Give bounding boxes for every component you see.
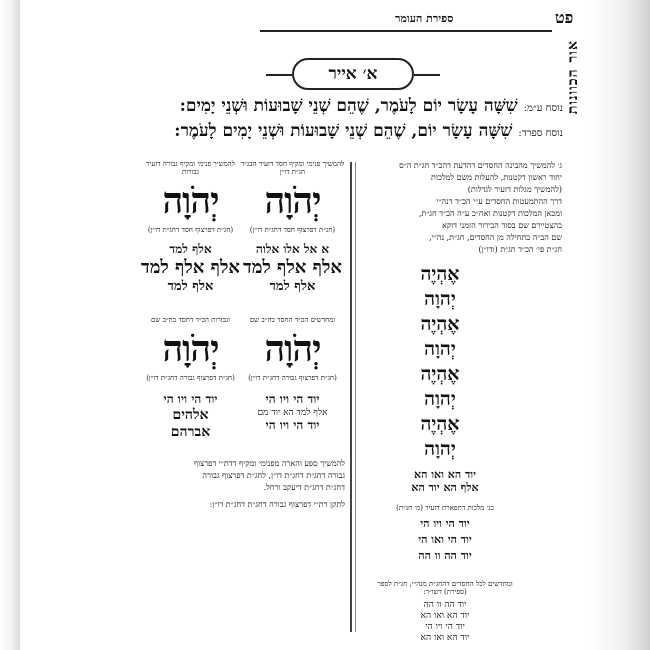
milui-line: אלף למד bbox=[269, 279, 316, 294]
column-note: וגבורות הכ״ד דחסד כח״ב שם bbox=[151, 316, 230, 324]
bottom-note: ומחדשים לכל החסדים דהחג״ת מנה״י, חג״ת לספר (ספירת) דשו״ר: bbox=[377, 580, 513, 596]
column-divider-inner bbox=[355, 162, 356, 632]
right-note: שם הב״ה בתחילה מן החסדים, חג״ת, נה״י, bbox=[429, 233, 562, 242]
right-note: ומכאן המלכות דקטנות ואח״כ ע״ה הכ״ד חג״ת, bbox=[418, 209, 562, 218]
divine-name-large: יְהֹוָה bbox=[264, 328, 321, 370]
count-label-1: נוסח ע״מ: bbox=[523, 103, 563, 114]
divine-name-large: יְהֹוָה bbox=[162, 180, 219, 222]
instruction-box bbox=[140, 458, 345, 500]
divine-name: יְהוָה bbox=[424, 338, 456, 360]
count-line-1 bbox=[138, 96, 563, 116]
milui-line: א אל אלו אלוה bbox=[255, 242, 330, 256]
divine-name: אֶהְיֶה bbox=[420, 263, 460, 285]
box-line: להמשיך ספע והארה מפנימי ומקיף דדת״י דפרצוף bbox=[193, 459, 345, 468]
column-note: (חג״ת דפרצוף חסד דחג״ת דו״ן) bbox=[249, 226, 336, 234]
milui-line: יוד הה וו הה bbox=[418, 549, 472, 562]
column-note: (חג״ת דפרצוף גבורה דחג״ת דו״ן) bbox=[248, 374, 337, 382]
column-note: (חג״ת דפרצוף גבורה דחג״ת דו״ן) bbox=[146, 374, 235, 382]
milui-line-small: יוד הה וו הה bbox=[423, 600, 467, 610]
count-text-2: שִׁשָּׁה עָשָׂר יוֹם, שֶׁהֵם שְׁנֵי שָׁבוּעוֹת וּשְׁנֵי יָמִים לָעֹמֶר: bbox=[174, 121, 513, 141]
divine-name: יְהוָה bbox=[424, 388, 456, 410]
milui-line-small: יוד הי ויו הי bbox=[425, 622, 465, 632]
divine-name-large: יְהֹוָה bbox=[162, 328, 219, 370]
page-edge bbox=[590, 0, 650, 650]
box-line: דחג״ת דחג״ת דיעקב ורחל. bbox=[263, 483, 345, 492]
middle-column bbox=[240, 160, 345, 433]
milui-line: יוד הי ויו הי bbox=[163, 392, 218, 406]
milui-line: אלף הא יוד הא bbox=[411, 481, 479, 494]
right-note: יחוד ראשון דקטנות, להעלות משם למלכות bbox=[431, 173, 562, 182]
divine-name: אֶהְיֶה bbox=[420, 363, 460, 385]
milui-line: אלהים bbox=[172, 407, 209, 423]
right-note: (להמשיך מגלות דזעיר לגדלות) bbox=[467, 185, 562, 194]
column-note: להמשיך פנימי ומקיף חסד דזעיר הבג״ד חג״ת דו״ן bbox=[240, 160, 345, 176]
page-gutter bbox=[0, 0, 20, 650]
milui-line: יוד הי ויו הי bbox=[420, 517, 470, 530]
right-note: בהצטיירם שם בסוד הבירור הזמני דוקא bbox=[442, 221, 562, 230]
divine-name-large: יְהֹוָה bbox=[264, 180, 321, 222]
milui-line: אלף אלף למד bbox=[141, 257, 240, 278]
left-column bbox=[138, 160, 243, 441]
section-title: ספירת העומר bbox=[395, 12, 454, 25]
divine-name: אֶהְיֶה bbox=[420, 313, 460, 335]
column-note: (חג״ת דפרצוף חסד דחג״ת דו״ן) bbox=[147, 226, 234, 234]
right-lower bbox=[375, 468, 515, 644]
divine-name: אֶהְיֶה bbox=[420, 413, 460, 435]
date-title: א׳ אייר bbox=[292, 58, 414, 90]
right-note: חג״ת פי׳ הכ״ד חג״ת (ודו״ן) bbox=[478, 245, 562, 254]
divine-name: יְהוָה bbox=[424, 438, 456, 460]
milui-line: אלף אלף למד bbox=[243, 257, 342, 278]
divine-name: יְהוָה bbox=[424, 288, 456, 310]
right-column bbox=[362, 160, 562, 256]
right-note: ג׳ להמשיך מהבינה החסדים דהדעת דהכ״ד חג״ת ה״ס bbox=[399, 161, 562, 170]
book-title: אור הכוונות bbox=[565, 40, 581, 115]
milui-line: אלף למד bbox=[167, 279, 214, 294]
right-divine-names bbox=[385, 262, 495, 462]
milui-line-small: יוד הא ואו הא bbox=[420, 633, 470, 643]
milui-line: יוד הי ואו הי bbox=[418, 533, 472, 546]
count-label-2: נוסח ספרד: bbox=[518, 128, 563, 139]
column-note: ומחדשים הכ״ד החסד כח״ב שם bbox=[249, 316, 336, 324]
count-text-1: שִׁשָּׁה עָשָׂר יוֹם לָעֹמֶר, שֶׁהֵם שְׁנֵי שָׁבוּעוֹת וּשְׁנֵי יָמִים: bbox=[179, 96, 518, 116]
header-rule bbox=[260, 30, 552, 32]
count-line-2 bbox=[138, 121, 563, 141]
column-divider bbox=[350, 162, 352, 632]
lower-note: כג׳ מלכות דתפארת דזעיר (מ׳ חג״ת) bbox=[396, 504, 494, 512]
right-note: דרך ההתמעטות החסדים ע״י הכ״ד דנה״י bbox=[436, 197, 562, 206]
box-line: גבורה דחג״ת דחג״ת דו״ן, לחג״ת דפרצוף גבורה bbox=[202, 471, 345, 480]
milui-line: יוד הי ויו הי bbox=[265, 418, 320, 432]
page-number: פט bbox=[555, 8, 574, 27]
milui-line: אלף למד bbox=[169, 242, 212, 256]
box-line-final: לתקן דת״י דפרצוף גבורה דחג״ת דחג״ת דו״ן: bbox=[209, 500, 345, 509]
milui-line-small: יוד הא ואו הא bbox=[420, 611, 470, 621]
milui-line: אברהם bbox=[170, 424, 211, 440]
milui-line: יוד הי ויו הי bbox=[265, 392, 320, 406]
milui-line: יוד הא ואו הא bbox=[414, 468, 476, 481]
column-note: להמשיך פנימי ומקיף גבורה דזעיר גבורות bbox=[146, 160, 235, 176]
milui-line: אלף למד הא יוד מם bbox=[257, 408, 328, 418]
